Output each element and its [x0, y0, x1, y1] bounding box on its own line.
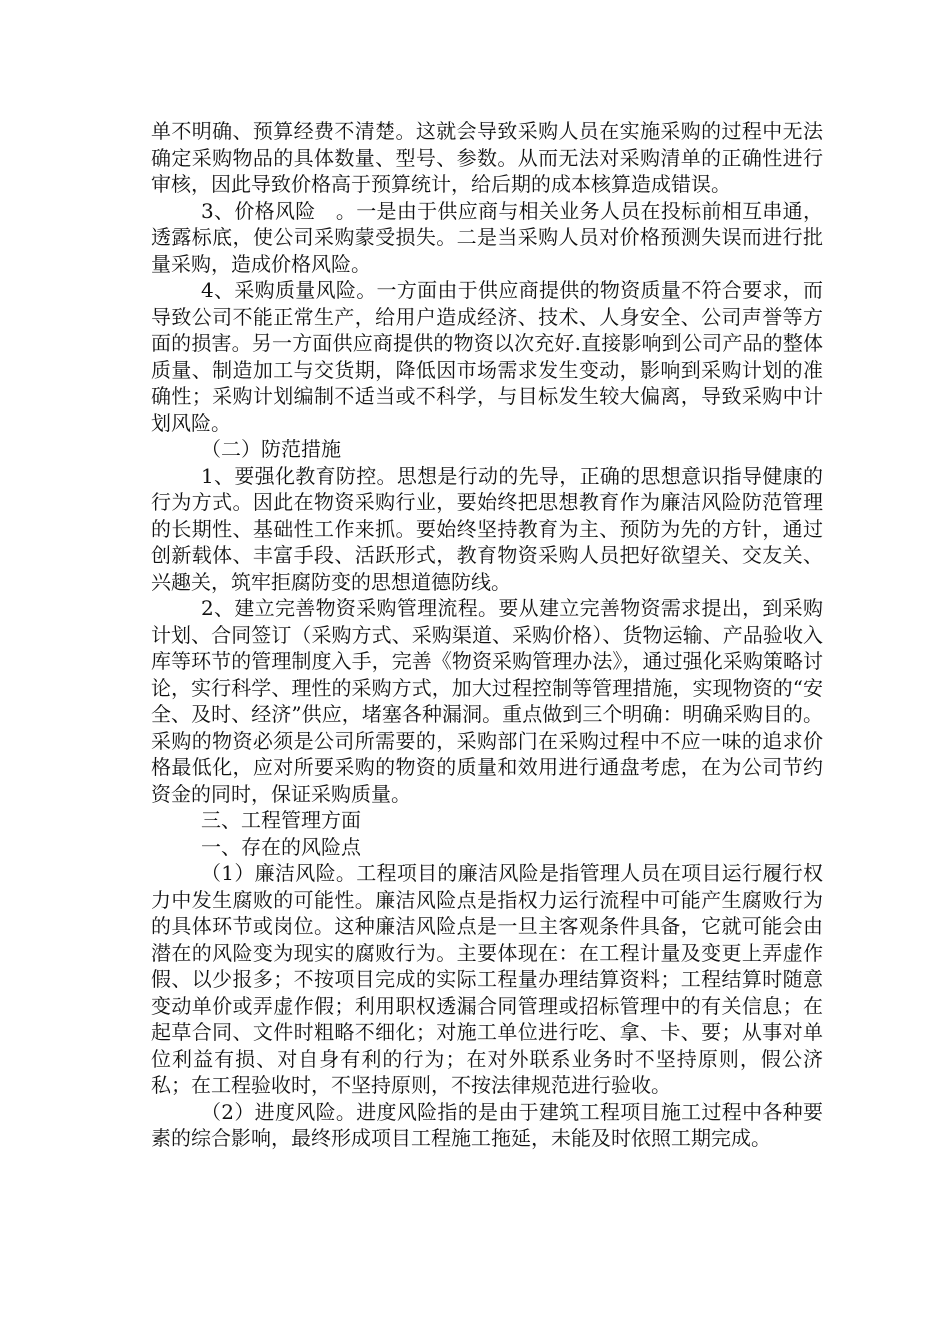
paragraph-integrity-risk: （1）廉洁风险。工程项目的廉洁风险是指管理人员在项目运行履行权力中发生腐败的可能性。廉洁风险点是指权力运行流程中可能产生腐败行为的具体环节或岗位。这种廉洁风险点是一旦主客观条件具备，它就可能会由潜在的风险变为现实的腐败行为。主要体现在：在工程计量及变更上弄虚作假、以少报多；不按项目完成的实际工程量办理结算资料；工程结算时随意变动单价或弄虚作假；利用职权透漏合同管理或招标管理中的有关信息；在起草合同、文件时粗略不细化；对施工单位进行吃、拿、卡、要；从事对单位利益有损、对自身有利的行为；在对外联系业务时不坚持原则，假公济私；在工程验收时，不坚持原则，不按法律规范进行验收。: [151, 861, 823, 1097]
section-heading-risk-points: 一、存在的风险点: [201, 834, 361, 859]
paragraph-schedule-risk: （2）进度风险。进度风险指的是由于建筑工程项目施工过程中各种要素的综合影响，最终形成项目工程施工拖延，未能及时依照工期完成。: [151, 1099, 823, 1150]
paragraph-education: 1、要强化教育防控。思想是行动的先导，正确的思想意识指导健康的行为方式。因此在物资采购行业，要始终把思想教育作为廉洁风险防范管理的长期性、基础性工作来抓。要始终坚持教育为主、预防为先的方针，通过创新载体、丰富手段、活跃形式，教育物资采购人员把好欲望关、交友关、兴趣关，筑牢拒腐防变的思想道德防线。: [151, 463, 823, 594]
paragraph-procurement-process: 2、建立完善物资采购管理流程。要从建立完善物资需求提出，到采购计划、合同签订（采购方式、采购渠道、采购价格）、货物运输、产品验收入库等环节的管理制度入手，完善《物资采购管理办法》，通过强化采购策略讨论，实行科学、理性的采购方式，加大过程控制等管理措施，实现物资的“安全、及时、经济”供应，堵塞各种漏洞。重点做到三个明确：明确采购目的。采购的物资必须是公司所需要的，采购部门在采购过程中不应一味的追求价格最低化，应对所要采购的物资的质量和效用进行通盘考虑，在为公司节约资金的同时，保证采购质量。: [151, 596, 823, 806]
section-heading-engineering: 三、工程管理方面: [201, 808, 361, 832]
document-body: [151, 118, 823, 1152]
paragraph-continuation: 单不明确、预算经费不清楚。这就会导致采购人员在实施采购的过程中无法确定采购物品的具体数量、型号、参数。从而无法对采购清单的正确性进行审核，因此导致价格高于预算统计，给后期的成本核算造成错误。: [151, 119, 823, 196]
paragraph-quality-risk: 4、采购质量风险。一方面由于供应商提供的物资质量不符合要求，而导致公司不能正常生产，给用户造成经济、技术、人身安全、公司声誉等方面的损害。另一方面供应商提供的物资以次充好.直接影响到公司产品的整体质量、制造加工与交货期，降低因市场需求发生变动，影响到采购计划的准确性；采购计划编制不适当或不科学，与目标发生较大偏离，导致采购中计划风险。: [151, 278, 823, 435]
paragraph-price-risk: 3、价格风险 。一是由于供应商与相关业务人员在投标前相互串通，透露标底，使公司采购蒙受损失。二是当采购人员对价格预测失误而进行批量采购，造成价格风险。: [151, 198, 823, 276]
section-heading-prevention: （二）防范措施: [201, 437, 341, 461]
